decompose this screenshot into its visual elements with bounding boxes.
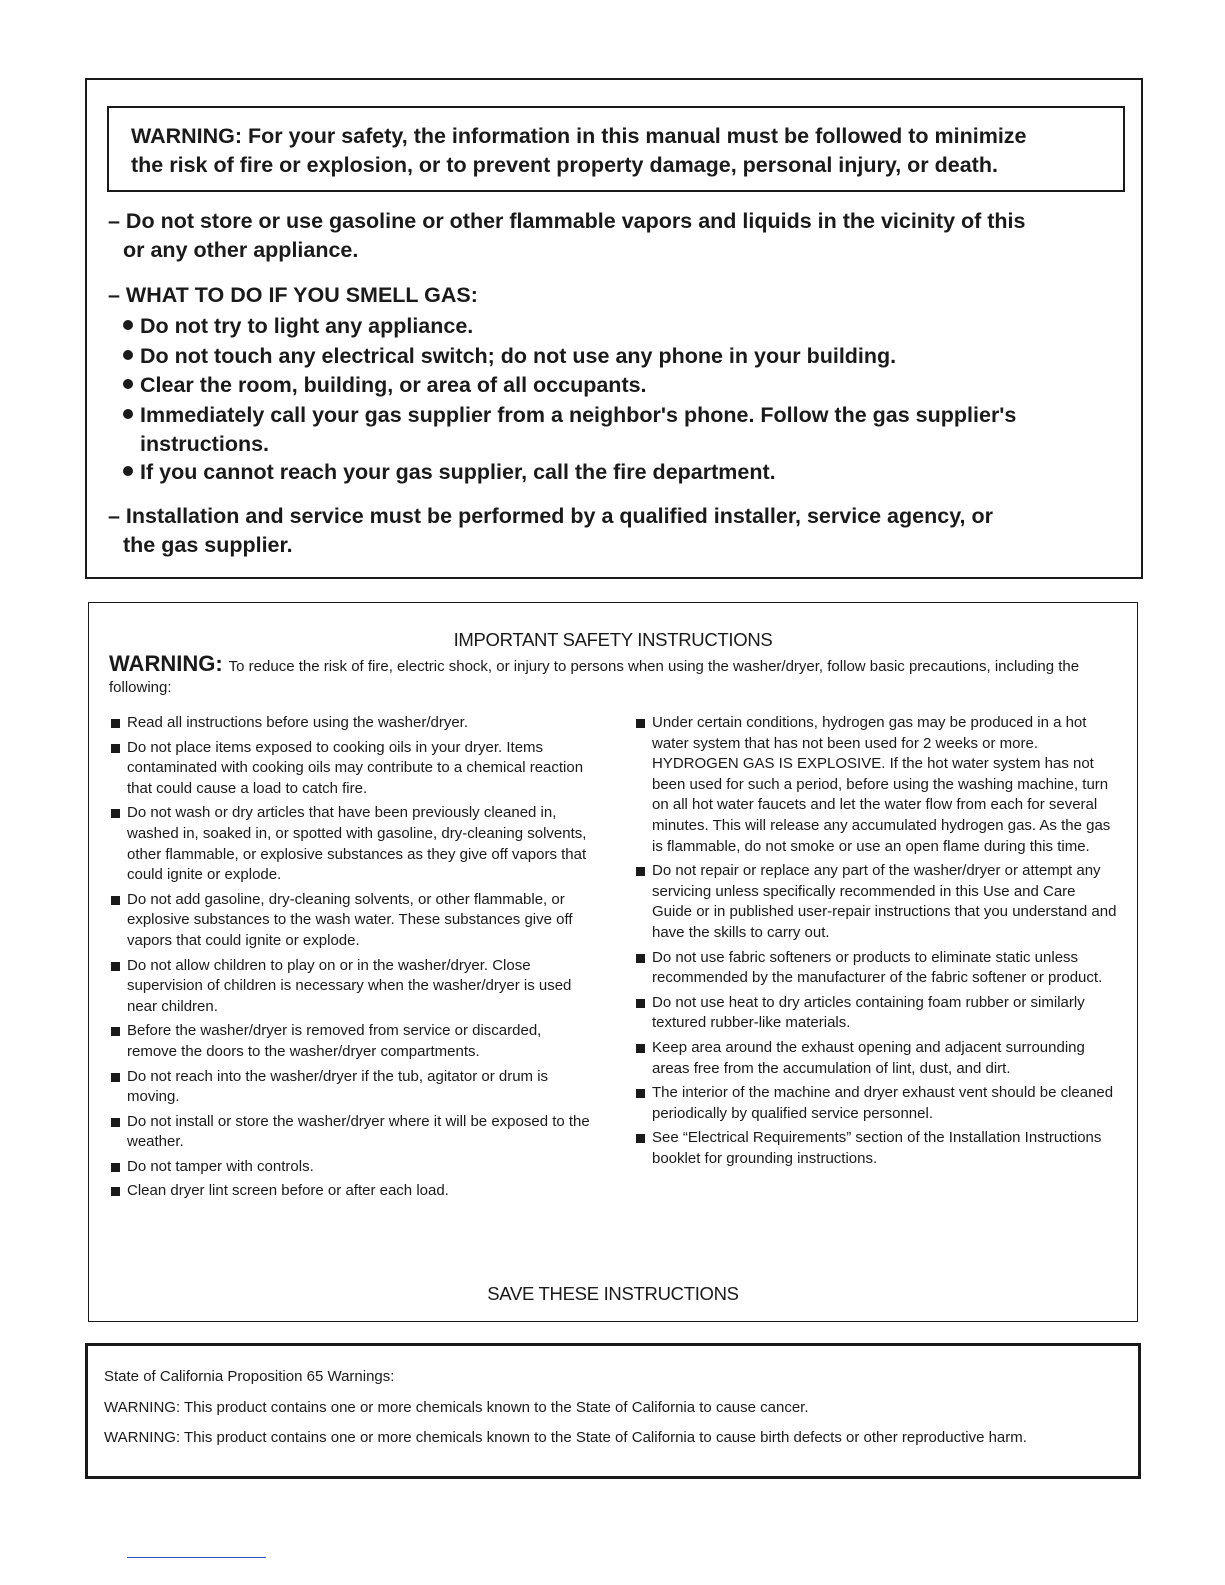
- list-item-text: Before the washer/dryer is removed from service or discarded, remove the doors to the washer/dryer compartments.: [127, 1022, 542, 1060]
- gas-bullet: [123, 342, 896, 371]
- gas-warning-header: [107, 106, 1125, 192]
- square-bullet-icon: [636, 999, 645, 1008]
- installation-warning-line2: the gas supplier.: [123, 533, 293, 557]
- list-item-text: Do not repair or replace any part of the washer/dryer or attempt any servicing unless specifically recommended in this Use and Care Guide or in published user-repair instructions that you understand and have the skills to carry out.: [652, 862, 1117, 941]
- bullet-icon: [123, 409, 133, 419]
- list-item: [634, 713, 1119, 857]
- bullet-icon: [123, 379, 133, 389]
- gas-bullet-text: Clear the room, building, or area of all occupants.: [140, 373, 647, 397]
- square-bullet-icon: [111, 809, 120, 818]
- safety-warning: [109, 653, 1109, 698]
- footer-link-underline[interactable]: [127, 1557, 266, 1558]
- gas-bullet: [123, 458, 776, 487]
- gas-bullet-text: Do not try to light any appliance.: [140, 314, 474, 338]
- prop65-box: [85, 1343, 1141, 1479]
- square-bullet-icon: [636, 719, 645, 728]
- save-instructions: SAVE THESE INSTRUCTIONS: [487, 1283, 739, 1304]
- list-item-text: Clean dryer lint screen before or after each load.: [127, 1182, 449, 1200]
- list-item-text: Do not add gasoline, dry-cleaning solvents, or other flammable, or explosive substances to the wash water. These substances give off vapors that could ignite or explode.: [127, 890, 573, 949]
- list-item: [109, 713, 594, 734]
- prop65-heading: State of California Proposition 65 Warnings:: [104, 1368, 395, 1385]
- list-item-text: Do not use heat to dry articles containing foam rubber or similarly textured rubber-like materials.: [652, 993, 1085, 1032]
- list-item-text: Do not wash or dry articles that have been previously cleaned in, washed in, soaked in, or spotted with gasoline, dry-cleaning solvents, other flammable, or explosive substances as they give off vapors that could ignite or explode.: [127, 804, 587, 884]
- square-bullet-icon: [111, 1118, 120, 1127]
- gas-warning-box: [85, 78, 1143, 579]
- list-item-text: Do not tamper with controls.: [127, 1157, 314, 1175]
- list-item: [109, 1067, 594, 1108]
- gas-bullet: [123, 371, 647, 400]
- flammable-warning-line2: or any other appliance.: [123, 238, 359, 262]
- safety-instructions-box: [88, 602, 1138, 1322]
- list-item: [634, 948, 1119, 989]
- gas-warning-header-line2: the risk of fire or explosion, or to prevent property damage, personal injury, or death.: [131, 153, 998, 177]
- list-item: [634, 1038, 1119, 1079]
- square-bullet-icon: [636, 1134, 645, 1143]
- safety-warning-text: To reduce the risk of fire, electric shock, or injury to persons when using the washer/dryer, follow basic precautions, including the following:: [109, 658, 1080, 696]
- square-bullet-icon: [111, 1073, 120, 1082]
- list-item-text: Read all instructions before using the washer/dryer.: [127, 714, 469, 731]
- safety-title: IMPORTANT SAFETY INSTRUCTIONS: [453, 629, 773, 650]
- list-item: [109, 1181, 594, 1202]
- list-item: [634, 861, 1119, 943]
- bullet-icon: [123, 466, 133, 476]
- safety-list-right: [634, 713, 1119, 1173]
- list-item-text: Under certain conditions, hydrogen gas may be produced in a hot water system that has not been used for 2 weeks or more. HYDROGEN GAS IS EXPLOSIVE. If the hot water system has not been used for such a period, before using the washing machine, turn on all hot water faucets and let the water flow from each for several minutes. This will release any accumulated hydrogen gas. As the gas is flammable, do not smoke or use an open flame during this time.: [652, 714, 1111, 855]
- list-item: [109, 1112, 594, 1153]
- list-item-text: Do not allow children to play on or in the washer/dryer. Close supervision of children is necessary when the washer/dryer is used near children.: [127, 956, 572, 1015]
- bullet-icon: [123, 350, 133, 360]
- flammable-warning-line1: – Do not store or use gasoline or other flammable vapors and liquids in the vicinity of this: [108, 209, 1026, 233]
- smell-gas-heading: – WHAT TO DO IF YOU SMELL GAS:: [108, 283, 478, 307]
- square-bullet-icon: [111, 719, 120, 728]
- prop65-warning-birth-defects: WARNING: This product contains one or more chemicals known to the State of California to cause birth defects or other reproductive harm.: [104, 1429, 1027, 1446]
- list-item-text: Do not reach into the washer/dryer if the tub, agitator or drum is moving.: [127, 1067, 549, 1106]
- square-bullet-icon: [111, 744, 120, 753]
- gas-bullet-text: Immediately call your gas supplier from a neighbor's phone. Follow the gas supplier's instructions.: [140, 403, 1017, 456]
- list-item: [109, 1021, 594, 1062]
- gas-bullet-text: Do not touch any electrical switch; do not use any phone in your building.: [140, 344, 897, 368]
- gas-bullet: [123, 401, 1130, 459]
- square-bullet-icon: [111, 1163, 120, 1172]
- bullet-icon: [123, 320, 133, 330]
- square-bullet-icon: [636, 1044, 645, 1053]
- list-item-text: Do not place items exposed to cooking oils in your dryer. Items contaminated with cooking oils may contribute to a chemical reaction that could cause a load to catch fire.: [127, 738, 584, 797]
- gas-bullet: [123, 312, 473, 341]
- list-item: [109, 890, 594, 952]
- list-item: [634, 1128, 1119, 1169]
- list-item: [109, 803, 594, 885]
- list-item: [109, 738, 594, 800]
- gas-warning-header-line1: WARNING: For your safety, the information in this manual must be followed to minimize: [131, 124, 1027, 148]
- safety-list-left: [109, 713, 594, 1206]
- square-bullet-icon: [111, 962, 120, 971]
- list-item-text: Do not install or store the washer/dryer where it will be exposed to the weather.: [127, 1112, 590, 1151]
- list-item-text: See “Electrical Requirements” section of the Installation Instructions booklet for grounding instructions.: [652, 1129, 1102, 1167]
- gas-bullet-text: If you cannot reach your gas supplier, call the fire department.: [140, 460, 776, 484]
- list-item-text: Keep area around the exhaust opening and adjacent surrounding areas free from the accumulation of lint, dust, and dirt.: [652, 1038, 1085, 1077]
- square-bullet-icon: [111, 1027, 120, 1036]
- square-bullet-icon: [636, 954, 645, 963]
- installation-warning-line1: – Installation and service must be performed by a qualified installer, service agency, or: [108, 504, 994, 528]
- square-bullet-icon: [636, 867, 645, 876]
- list-item-text: Do not use fabric softeners or products to eliminate static unless recommended by the manufacturer of the fabric softener or product.: [652, 948, 1103, 987]
- square-bullet-icon: [111, 896, 120, 905]
- square-bullet-icon: [111, 1187, 120, 1196]
- list-item: [109, 956, 594, 1018]
- list-item: [634, 993, 1119, 1034]
- list-item-text: The interior of the machine and dryer exhaust vent should be cleaned periodically by qualified service personnel.: [652, 1084, 1114, 1122]
- prop65-warning-cancer: WARNING: This product contains one or more chemicals known to the State of California to cause cancer.: [104, 1399, 809, 1416]
- safety-warning-label: WARNING:: [109, 651, 223, 676]
- list-item: [109, 1157, 594, 1178]
- list-item: [634, 1083, 1119, 1124]
- square-bullet-icon: [636, 1089, 645, 1098]
